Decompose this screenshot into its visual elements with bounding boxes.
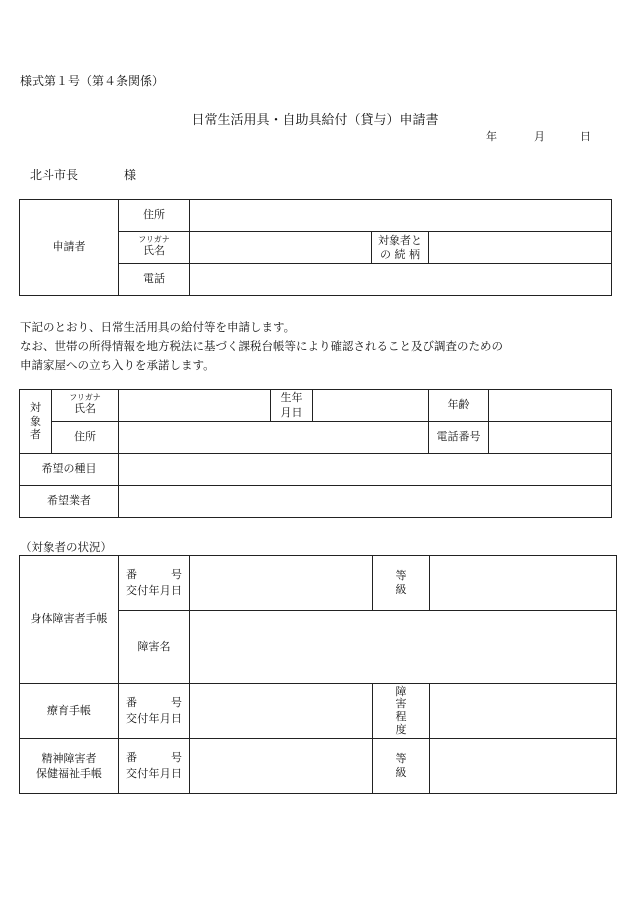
rehab-degree-label: 障害程度 xyxy=(395,684,407,736)
physical-grade-field[interactable] xyxy=(430,556,617,611)
subject-section-label: 対象者 xyxy=(30,400,41,442)
mental-handbook-label-line-2: 保健福祉手帳 xyxy=(36,767,102,780)
mental-issue-date-label: 交付年月日 xyxy=(126,767,182,780)
desired-item-label: 希望の種目 xyxy=(20,454,119,486)
applicant-phone-label: 電話 xyxy=(119,264,190,296)
physical-number-field[interactable] xyxy=(190,556,373,611)
physical-number-label-cell xyxy=(119,556,190,611)
applicant-name-label: 氏名 xyxy=(143,244,165,258)
desired-vendor-label: 希望業者 xyxy=(20,486,119,518)
rehab-number-label-cell xyxy=(119,684,190,739)
statement-line-2: なお、世帯の所得情報を地方税法に基づく課税台帳等により確認されること及び調査のための xyxy=(20,339,503,353)
subject-name-label-cell xyxy=(52,390,119,422)
desired-vendor-field[interactable] xyxy=(119,486,612,518)
statement-line-1: 下記のとおり、日常生活用具の給付等を申請します。 xyxy=(20,320,296,334)
page-title: 日常生活用具・自助具給付（貸与）申請書 xyxy=(191,113,439,128)
physical-grade-label-cell xyxy=(373,556,430,611)
mental-number-field[interactable] xyxy=(190,739,373,794)
physical-handbook-label: 身体障害者手帳 xyxy=(20,556,119,684)
statement-line-3: 申請家屋への立ち入りを承諾します。 xyxy=(20,358,215,372)
applicant-name-field[interactable] xyxy=(190,232,372,264)
rehab-number-field[interactable] xyxy=(190,684,373,739)
disability-name-field[interactable] xyxy=(190,611,617,684)
subject-age-label: 年齢 xyxy=(429,390,489,422)
physical-number-label: 番 号 xyxy=(126,567,182,581)
subject-furigana-label: フリガナ xyxy=(69,392,101,402)
addressee-honorific: 様 xyxy=(124,168,137,182)
subject-table xyxy=(19,389,612,518)
rehab-number-label: 番 号 xyxy=(126,695,182,709)
mental-grade-label: 等級 xyxy=(395,752,407,779)
status-table xyxy=(19,555,617,794)
subject-phone-label: 電話番号 xyxy=(429,422,489,454)
birth-label-line-1: 生年 xyxy=(280,391,303,405)
status-heading: （対象者の状況） xyxy=(20,540,112,554)
birth-label-line-2: 月日 xyxy=(280,405,303,419)
applicant-table xyxy=(19,199,612,296)
month-label: 月 xyxy=(534,130,545,143)
applicant-relation-label-cell xyxy=(372,232,429,264)
subject-address-label: 住所 xyxy=(52,422,119,454)
form-number: 様式第１号（第４条関係） xyxy=(20,74,165,88)
physical-issue-date-label: 交付年月日 xyxy=(126,584,182,597)
year-label: 年 xyxy=(486,130,497,143)
addressee-office: 北斗市長 xyxy=(30,168,79,182)
subject-age-field[interactable] xyxy=(489,390,612,422)
relation-label-line-1: 対象者と xyxy=(378,233,422,247)
disability-name-label: 障害名 xyxy=(119,611,190,684)
applicant-furigana-label: フリガナ xyxy=(138,234,170,244)
subject-section-label-cell xyxy=(20,390,52,454)
applicant-address-field[interactable] xyxy=(190,200,612,232)
subject-phone-field[interactable] xyxy=(489,422,612,454)
rehab-degree-label-cell xyxy=(373,684,430,739)
day-label: 日 xyxy=(580,130,591,143)
statement-text xyxy=(20,318,503,375)
subject-birth-label-cell xyxy=(271,390,313,422)
desired-item-field[interactable] xyxy=(119,454,612,486)
physical-grade-label: 等級 xyxy=(395,569,407,596)
rehab-issue-date-label: 交付年月日 xyxy=(126,712,182,725)
subject-birth-field[interactable] xyxy=(313,390,429,422)
applicant-phone-field[interactable] xyxy=(190,264,612,296)
mental-handbook-label-line-1: 精神障害者 xyxy=(41,751,97,765)
mental-grade-field[interactable] xyxy=(430,739,617,794)
subject-address-field[interactable] xyxy=(119,422,429,454)
rehab-degree-field[interactable] xyxy=(430,684,617,739)
mental-handbook-label-cell xyxy=(20,739,119,794)
subject-name-label: 氏名 xyxy=(74,402,96,416)
mental-number-label: 番 号 xyxy=(126,750,182,764)
rehab-handbook-label: 療育手帳 xyxy=(20,684,119,739)
subject-name-field[interactable] xyxy=(119,390,271,422)
mental-grade-label-cell xyxy=(373,739,430,794)
applicant-section-label: 申請者 xyxy=(20,200,119,296)
applicant-relation-field[interactable] xyxy=(429,232,612,264)
applicant-address-label: 住所 xyxy=(119,200,190,232)
mental-number-label-cell xyxy=(119,739,190,794)
relation-label-line-2: の 続 柄 xyxy=(380,247,420,261)
applicant-name-label-cell xyxy=(119,232,190,264)
